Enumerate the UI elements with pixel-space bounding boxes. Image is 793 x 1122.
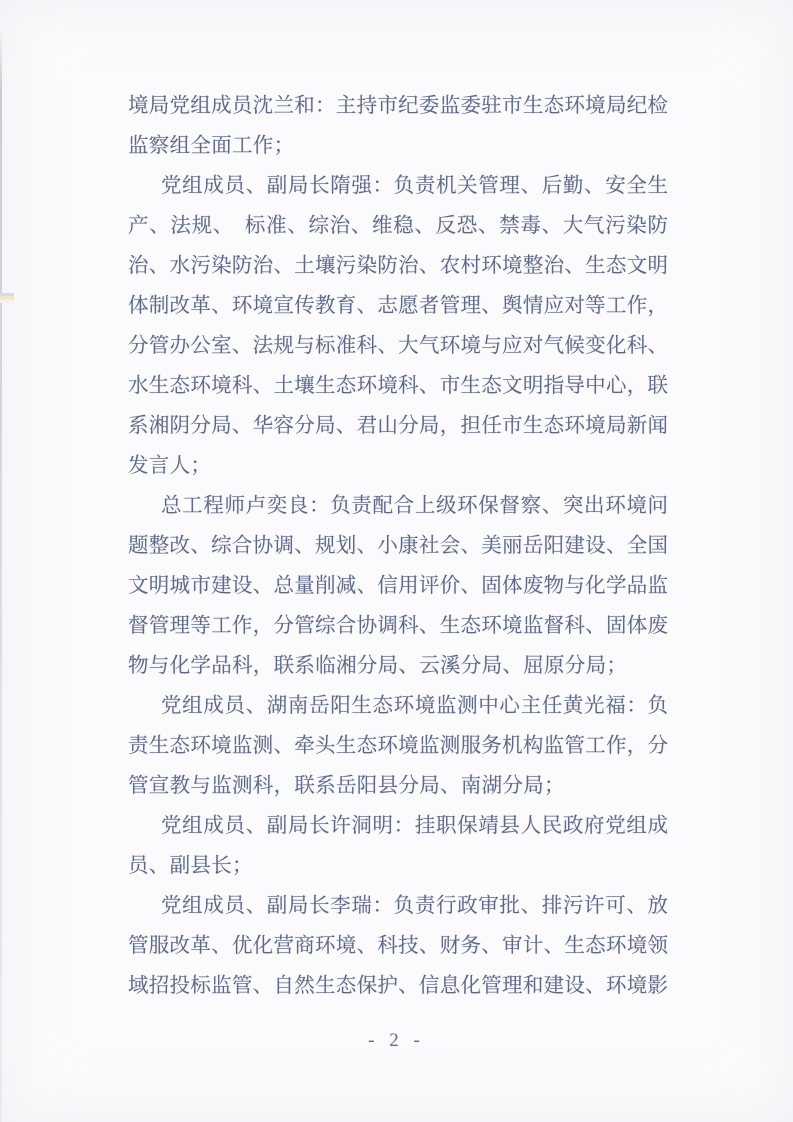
text-line: 文明城市建设、总量削减、信用评价、固体废物与化学品监 [128, 575, 668, 597]
text-line: 督管理等工作，分管综合协调科、生态环境监督科、固体废 [128, 615, 668, 637]
text-line: 治、水污染防治、土壤污染防治、农村环境整治、生态文明 [128, 255, 668, 277]
text-line: 党组成员、副局长许洞明：挂职保靖县人民政府党组成 [161, 815, 668, 837]
text-line: 管宣教与监测科，联系岳阳县分局、南湖分局； [128, 775, 565, 797]
document-text [128, 86, 668, 1006]
text-line: 分管办公室、法规与标准科、大气环境与应对气候变化科、 [128, 335, 668, 357]
text-line: 系湘阴分局、华容分局、君山分局，担任市生态环境局新闻 [128, 415, 668, 437]
scan-edge-line [0, 26, 2, 1122]
text-line: 责生态环境监测、牵头生态环境监测服务机构监管工作，分 [128, 735, 668, 757]
binding-mark [0, 293, 14, 303]
text-line: 党组成员、副局长李瑞：负责行政审批、排污许可、放 [161, 895, 668, 917]
text-line: 域招投标监管、自然生态保护、信息化管理和建设、环境影 [128, 975, 668, 997]
page-number: - 2 - [368, 1030, 425, 1051]
text-line: 境局党组成员沈兰和：主持市纪委监委驻市生态环境局纪检 [128, 95, 668, 117]
text-line: 总工程师卢奕良：负责配合上级环保督察、突出环境问 [161, 495, 668, 517]
text-line: 监察组全面工作； [128, 135, 295, 157]
text-line: 产、法规、 标准、综治、维稳、反恐、禁毒、大气污染防 [128, 215, 668, 237]
text-line: 党组成员、湖南岳阳生态环境监测中心主任黄光福：负 [161, 695, 668, 717]
text-line: 党组成员、副局长隋强：负责机关管理、后勤、安全生 [161, 175, 668, 197]
text-line: 题整改、综合协调、规划、小康社会、美丽岳阳建设、全国 [128, 535, 668, 557]
text-line: 水生态环境科、土壤生态环境科、市生态文明指导中心，联 [128, 375, 668, 397]
text-line: 发言人； [128, 455, 212, 477]
text-line: 体制改革、环境宣传教育、志愿者管理、舆情应对等工作， [128, 295, 668, 317]
text-line: 物与化学品科，联系临湘分局、云溪分局、屈原分局； [128, 655, 628, 677]
text-line: 管服改革、优化营商环境、科技、财务、审计、生态环境领 [128, 935, 668, 957]
text-line: 员、副县长； [128, 855, 253, 877]
